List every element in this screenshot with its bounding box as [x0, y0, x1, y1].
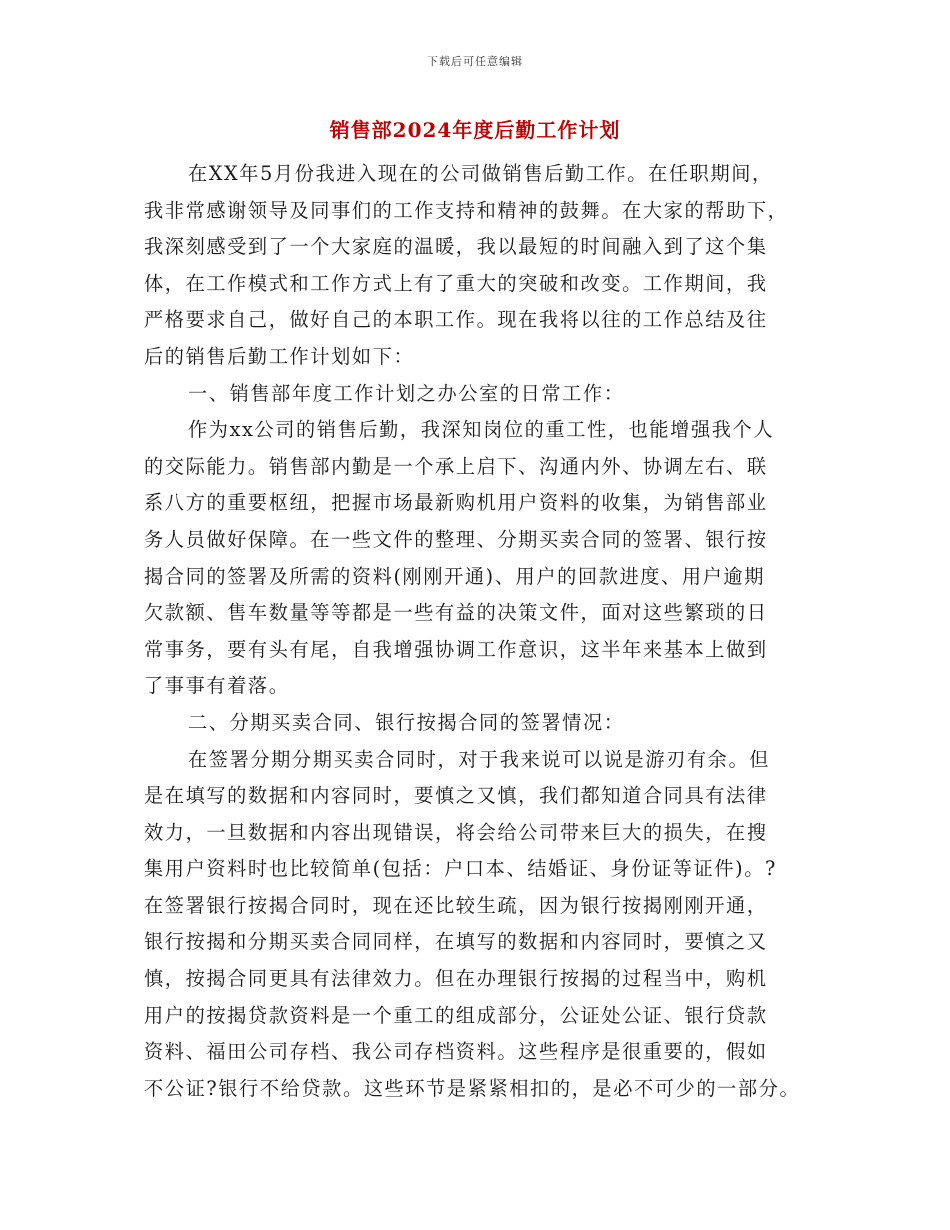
text-line: 了事事有着落。 [144, 674, 290, 698]
text-line: 常事务，要有头有尾，自我增强协调工作意识，这半年来基本上做到 [144, 637, 768, 661]
text-line: 效力，一旦数据和内容出现错误，将会给公司带来巨大的损失，在搜 [144, 820, 768, 844]
text-line: 银行按揭和分期买卖合同同样，在填写的数据和内容同时，要慎之又 [144, 930, 768, 954]
text-line: 在签署分期分期买卖合同时，对于我来说可以说是游刃有余。但 [188, 747, 771, 771]
document-title: 销售部2024年度后勤工作计划 [329, 118, 621, 142]
text-line: 是在填写的数据和内容同时，要慎之又慎，我们都知道合同具有法律 [144, 784, 768, 808]
document-body [144, 156, 834, 1107]
text-line: 的交际能力。销售部内勤是一个承上启下、沟通内外、协调左右、联 [144, 454, 768, 478]
text-line: 一、销售部年度工作计划之办公室的日常工作： [188, 381, 625, 405]
text-line: 不公证?银行不给贷款。这些环节是紧紧相扣的，是必不可少的一部分。 [144, 1076, 801, 1100]
text-line: 系八方的重要枢纽，把握市场最新购机用户资料的收集，为销售部业 [144, 491, 768, 515]
text-line: 揭合同的签署及所需的资料(刚刚开通)、用户的回款进度、用户逾期 [144, 564, 766, 588]
text-line: 体，在工作模式和工作方式上有了重大的突破和改变。工作期间，我 [144, 271, 768, 295]
text-line: 严格要求自己，做好自己的本职工作。现在我将以往的工作总结及往 [144, 308, 768, 332]
text-line: 后的销售后勤工作计划如下： [144, 344, 415, 368]
text-line: 作为xx公司的销售后勤，我深知岗位的重工性，也能增强我个人 [188, 418, 775, 442]
text-line: 我深刻感受到了一个大家庭的温暖，我以最短的时间融入到了这个集 [144, 235, 768, 259]
text-line: 慎，按揭合同更具有法律效力。但在办理银行按揭的过程当中，购机 [144, 967, 768, 991]
text-line: 欠款额、售车数量等等都是一些有益的决策文件，面对这些繁琐的日 [144, 601, 768, 625]
text-line: 务人员做好保障。在一些文件的整理、分期买卖合同的签署、银行按 [144, 527, 768, 551]
text-line: 集用户资料时也比较简单(包括：户口本、结婚证、身份证等证件)。? [144, 857, 777, 881]
text-line: 二、分期买卖合同、银行按揭合同的签署情况： [188, 710, 625, 734]
page-header: 下载后可任意编辑 [427, 55, 523, 68]
text-line: 在签署银行按揭合同时，现在还比较生疏，因为银行按揭刚刚开通， [144, 893, 768, 917]
text-line: 用户的按揭贷款资料是一个重工的组成部分，公证处公证、银行贷款 [144, 1003, 768, 1027]
text-line: 资料、福田公司存档、我公司存档资料。这些程序是很重要的，假如 [144, 1040, 768, 1064]
text-line: 我非常感谢领导及同事们的工作支持和精神的鼓舞。在大家的帮助下， [144, 198, 789, 222]
text-line: 在XX年5月份我进入现在的公司做销售后勤工作。在任职期间， [188, 162, 773, 185]
